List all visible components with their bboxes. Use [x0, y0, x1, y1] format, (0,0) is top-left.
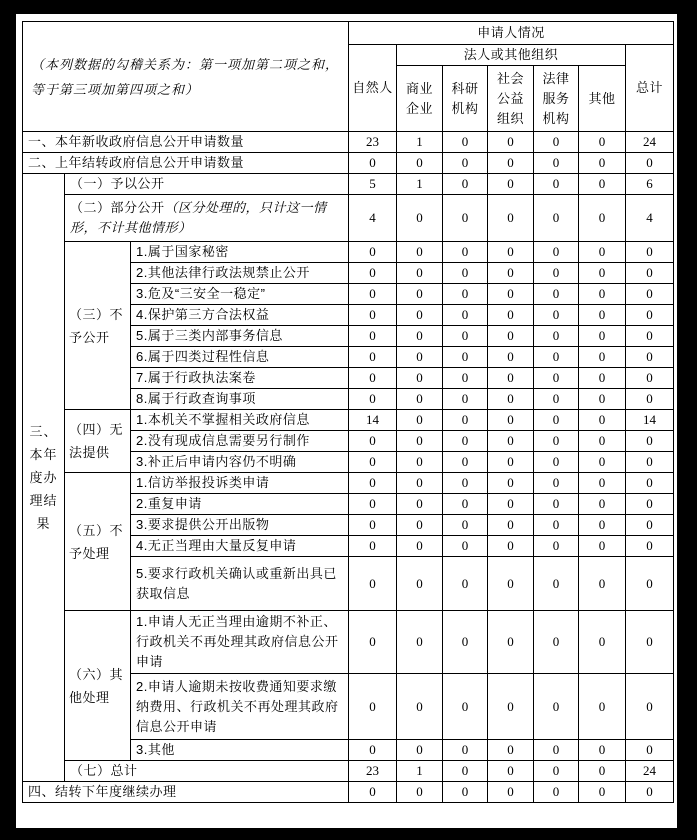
value-cell: 0	[349, 326, 397, 347]
item-label: 2.重复申请	[131, 494, 349, 515]
row-label: （七）总计	[65, 761, 349, 782]
value-cell: 23	[349, 761, 397, 782]
value-cell: 0	[349, 473, 397, 494]
value-cell: 23	[349, 132, 397, 153]
value-cell: 0	[443, 195, 488, 242]
value-cell: 0	[443, 761, 488, 782]
value-cell: 0	[397, 153, 443, 174]
natural-person-header: 自然人	[349, 45, 397, 132]
value-cell: 0	[397, 494, 443, 515]
value-cell: 0	[397, 263, 443, 284]
total-header: 总计	[626, 45, 674, 132]
value-cell: 24	[626, 761, 674, 782]
value-cell: 0	[488, 368, 534, 389]
value-cell: 0	[579, 473, 626, 494]
value-cell: 14	[626, 410, 674, 431]
value-cell: 0	[488, 174, 534, 195]
value-cell: 0	[488, 326, 534, 347]
value-cell: 0	[349, 536, 397, 557]
value-cell: 0	[534, 782, 579, 803]
applicant-situation-header: 申请人情况	[349, 22, 674, 45]
value-cell: 0	[349, 557, 397, 611]
value-cell: 0	[579, 326, 626, 347]
value-cell: 0	[488, 410, 534, 431]
value-cell: 0	[443, 368, 488, 389]
value-cell: 0	[534, 494, 579, 515]
value-cell: 0	[397, 611, 443, 674]
value-cell: 0	[397, 326, 443, 347]
value-cell: 0	[443, 132, 488, 153]
value-cell: 0	[397, 473, 443, 494]
row-label-text: （二）部分公开	[70, 200, 165, 215]
table-row	[23, 782, 674, 803]
item-label: 1.申请人无正当理由逾期不补正、行政机关不再处理其政府信息公开申请	[131, 611, 349, 674]
disclosure-statistics-table	[22, 21, 674, 803]
value-cell: 0	[443, 326, 488, 347]
value-cell: 0	[534, 536, 579, 557]
row-label: 四、结转下年度继续办理	[23, 782, 349, 803]
group-label: （四）无法提供	[65, 410, 131, 473]
value-cell: 0	[397, 368, 443, 389]
value-cell: 0	[443, 611, 488, 674]
table-row	[23, 761, 674, 782]
value-cell: 0	[397, 410, 443, 431]
value-cell: 6	[626, 174, 674, 195]
value-cell: 0	[488, 740, 534, 761]
value-cell: 0	[579, 389, 626, 410]
table-row	[23, 611, 674, 674]
value-cell: 0	[579, 674, 626, 740]
value-cell: 0	[626, 326, 674, 347]
value-cell: 0	[443, 305, 488, 326]
value-cell: 0	[534, 452, 579, 473]
value-cell: 0	[443, 284, 488, 305]
value-cell: 0	[626, 305, 674, 326]
value-cell: 0	[349, 305, 397, 326]
value-cell: 0	[534, 305, 579, 326]
item-label: 5.要求行政机关确认或重新出具已获取信息	[131, 557, 349, 611]
value-cell: 0	[579, 132, 626, 153]
col-header-research: 科研机构	[443, 66, 488, 132]
value-cell: 0	[397, 389, 443, 410]
value-cell: 0	[534, 347, 579, 368]
value-cell: 0	[534, 284, 579, 305]
value-cell: 0	[443, 431, 488, 452]
value-cell: 0	[349, 740, 397, 761]
col-header-social-welfare: 社会公益组织	[488, 66, 534, 132]
value-cell: 0	[534, 557, 579, 611]
value-cell: 24	[626, 132, 674, 153]
value-cell: 0	[488, 347, 534, 368]
item-label: 2.申请人逾期未按收费通知要求缴纳费用、行政机关不再处理其政府信息公开申请	[131, 674, 349, 740]
value-cell: 1	[397, 174, 443, 195]
value-cell: 0	[349, 431, 397, 452]
value-cell: 0	[349, 515, 397, 536]
value-cell: 0	[579, 431, 626, 452]
value-cell: 0	[488, 132, 534, 153]
value-cell: 0	[626, 263, 674, 284]
item-label: 4.保护第三方合法权益	[131, 305, 349, 326]
value-cell: 0	[397, 515, 443, 536]
reconciliation-note: （本列数据的勾稽关系为：第一项加第二项之和，等于第三项加第四项之和）	[23, 22, 349, 132]
value-cell: 1	[397, 132, 443, 153]
legal-org-header: 法人或其他组织	[397, 45, 626, 66]
value-cell: 0	[349, 494, 397, 515]
value-cell: 0	[443, 740, 488, 761]
table-row	[23, 410, 674, 431]
group-label: （三）不予公开	[65, 242, 131, 410]
value-cell: 0	[488, 284, 534, 305]
value-cell: 0	[443, 674, 488, 740]
value-cell: 0	[443, 410, 488, 431]
value-cell: 0	[534, 389, 579, 410]
value-cell: 0	[579, 368, 626, 389]
item-label: 5.属于三类内部事务信息	[131, 326, 349, 347]
item-label: 3.其他	[131, 740, 349, 761]
value-cell: 5	[349, 174, 397, 195]
value-cell: 0	[397, 557, 443, 611]
value-cell: 0	[488, 242, 534, 263]
value-cell: 0	[443, 536, 488, 557]
value-cell: 0	[579, 284, 626, 305]
item-label: 8.属于行政查询事项	[131, 389, 349, 410]
value-cell: 0	[579, 174, 626, 195]
value-cell: 0	[443, 515, 488, 536]
value-cell: 0	[397, 740, 443, 761]
value-cell: 0	[626, 431, 674, 452]
row-label	[65, 195, 349, 242]
value-cell: 0	[488, 153, 534, 174]
value-cell: 0	[397, 431, 443, 452]
value-cell: 0	[349, 368, 397, 389]
value-cell: 0	[626, 557, 674, 611]
item-label: 2.其他法律行政法规禁止公开	[131, 263, 349, 284]
value-cell: 0	[579, 452, 626, 473]
value-cell: 0	[534, 611, 579, 674]
value-cell: 0	[626, 347, 674, 368]
table-row	[23, 242, 674, 263]
value-cell: 0	[534, 740, 579, 761]
value-cell: 0	[397, 674, 443, 740]
value-cell: 14	[349, 410, 397, 431]
value-cell: 0	[626, 153, 674, 174]
item-label: 3.补正后申请内容仍不明确	[131, 452, 349, 473]
value-cell: 0	[443, 153, 488, 174]
value-cell: 0	[488, 557, 534, 611]
value-cell: 0	[443, 452, 488, 473]
value-cell: 0	[626, 740, 674, 761]
item-label: 1.信访举报投诉类申请	[131, 473, 349, 494]
value-cell: 0	[397, 305, 443, 326]
value-cell: 0	[534, 410, 579, 431]
value-cell: 0	[397, 242, 443, 263]
value-cell: 0	[579, 782, 626, 803]
value-cell: 0	[626, 368, 674, 389]
value-cell: 0	[579, 740, 626, 761]
table-row	[23, 132, 674, 153]
value-cell: 0	[349, 263, 397, 284]
value-cell: 0	[534, 473, 579, 494]
value-cell: 0	[397, 347, 443, 368]
value-cell: 0	[579, 536, 626, 557]
item-label: 3.危及“三安全一稳定”	[131, 284, 349, 305]
value-cell: 0	[488, 305, 534, 326]
value-cell: 0	[488, 761, 534, 782]
value-cell: 0	[579, 515, 626, 536]
item-label: 6.属于四类过程性信息	[131, 347, 349, 368]
value-cell: 0	[349, 611, 397, 674]
item-label: 7.属于行政执法案卷	[131, 368, 349, 389]
value-cell: 0	[488, 515, 534, 536]
value-cell: 0	[349, 674, 397, 740]
value-cell: 0	[349, 153, 397, 174]
value-cell: 0	[626, 494, 674, 515]
value-cell: 0	[579, 195, 626, 242]
value-cell: 0	[534, 195, 579, 242]
value-cell: 0	[349, 389, 397, 410]
value-cell: 0	[626, 452, 674, 473]
item-label: 4.无正当理由大量反复申请	[131, 536, 349, 557]
value-cell: 0	[534, 174, 579, 195]
value-cell: 4	[626, 195, 674, 242]
value-cell: 0	[397, 782, 443, 803]
row-label: 一、本年新收政府信息公开申请数量	[23, 132, 349, 153]
value-cell: 0	[579, 611, 626, 674]
value-cell: 0	[534, 263, 579, 284]
value-cell: 0	[626, 242, 674, 263]
row-label-note: （区分处理的，只计这一情形，不计其他情形）	[70, 200, 327, 235]
value-cell: 0	[397, 284, 443, 305]
value-cell: 0	[534, 242, 579, 263]
value-cell: 0	[534, 326, 579, 347]
value-cell: 0	[443, 494, 488, 515]
value-cell: 0	[488, 536, 534, 557]
value-cell: 0	[626, 611, 674, 674]
value-cell: 0	[488, 611, 534, 674]
value-cell: 0	[579, 305, 626, 326]
value-cell: 0	[579, 153, 626, 174]
value-cell: 0	[534, 515, 579, 536]
value-cell: 0	[626, 536, 674, 557]
value-cell: 0	[579, 761, 626, 782]
value-cell: 0	[488, 494, 534, 515]
col-header-other: 其他	[579, 66, 626, 132]
item-label: 1.本机关不掌握相关政府信息	[131, 410, 349, 431]
value-cell: 0	[579, 410, 626, 431]
group-label: （六）其他处理	[65, 611, 131, 761]
value-cell: 0	[349, 242, 397, 263]
table-row	[23, 473, 674, 494]
value-cell: 0	[579, 494, 626, 515]
value-cell: 0	[488, 782, 534, 803]
value-cell: 0	[443, 347, 488, 368]
value-cell: 0	[488, 263, 534, 284]
value-cell: 0	[443, 174, 488, 195]
group-label: （五）不予处理	[65, 473, 131, 611]
value-cell: 0	[579, 347, 626, 368]
value-cell: 0	[579, 557, 626, 611]
table-row	[23, 174, 674, 195]
value-cell: 0	[534, 153, 579, 174]
value-cell: 0	[349, 347, 397, 368]
value-cell: 0	[626, 515, 674, 536]
value-cell: 0	[626, 674, 674, 740]
col-header-legal-service: 法律服务机构	[534, 66, 579, 132]
table-row	[23, 153, 674, 174]
value-cell: 0	[626, 389, 674, 410]
col-header-business: 商业企业	[397, 66, 443, 132]
value-cell: 0	[349, 452, 397, 473]
value-cell: 0	[488, 431, 534, 452]
value-cell: 0	[443, 473, 488, 494]
value-cell: 0	[488, 389, 534, 410]
row-label: （一）予以公开	[65, 174, 349, 195]
value-cell: 0	[534, 431, 579, 452]
value-cell: 0	[488, 674, 534, 740]
value-cell: 0	[626, 284, 674, 305]
item-label: 3.要求提供公开出版物	[131, 515, 349, 536]
value-cell: 0	[488, 473, 534, 494]
table-row	[23, 195, 674, 242]
item-label: 2.没有现成信息需要另行制作	[131, 431, 349, 452]
value-cell: 0	[397, 452, 443, 473]
item-label: 1.属于国家秘密	[131, 242, 349, 263]
value-cell: 0	[349, 284, 397, 305]
value-cell: 0	[443, 263, 488, 284]
value-cell: 0	[579, 263, 626, 284]
value-cell: 0	[443, 782, 488, 803]
value-cell: 0	[397, 536, 443, 557]
value-cell: 0	[443, 389, 488, 410]
value-cell: 0	[626, 782, 674, 803]
value-cell: 0	[349, 782, 397, 803]
section3-label: 三、本年度办理结果	[23, 174, 65, 782]
value-cell: 0	[534, 761, 579, 782]
value-cell: 0	[579, 242, 626, 263]
value-cell: 0	[534, 132, 579, 153]
value-cell: 0	[443, 242, 488, 263]
value-cell: 0	[534, 368, 579, 389]
header-row-1	[23, 22, 674, 45]
value-cell: 0	[534, 674, 579, 740]
value-cell: 0	[443, 557, 488, 611]
value-cell: 0	[488, 452, 534, 473]
value-cell: 0	[626, 473, 674, 494]
value-cell: 4	[349, 195, 397, 242]
value-cell: 0	[397, 195, 443, 242]
report-page	[16, 14, 677, 828]
row-label: 二、上年结转政府信息公开申请数量	[23, 153, 349, 174]
value-cell: 0	[488, 195, 534, 242]
value-cell: 1	[397, 761, 443, 782]
